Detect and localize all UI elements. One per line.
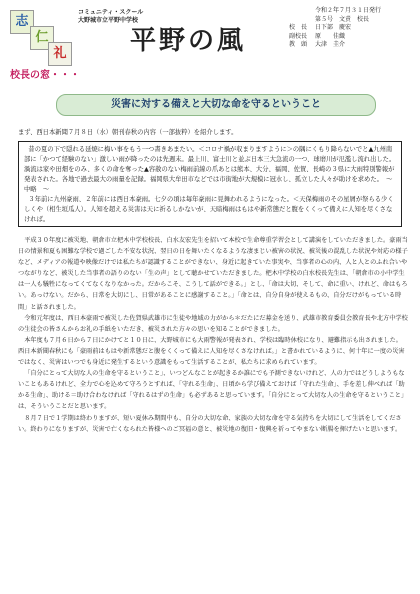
logo-char-1: 志: [10, 10, 34, 34]
logo-char-3: 礼: [48, 42, 72, 66]
publication-info: [289, 7, 417, 50]
pubinfo-row: 校 長 日下部 慶宏: [289, 24, 352, 31]
pubinfo-row: 令和２年７月３１日発行: [315, 7, 382, 14]
pubinfo-row: 第５号 文責 校長: [315, 15, 370, 23]
school-name-line2: 大野城市立平野中学校: [78, 16, 139, 24]
body-paragraph: 「自分にとって大切な人の生命を守るということ」、いつどんなことが起きるか誰にでも予測できないけれど、人の力ではどうしようもないこともあるけれど、全力で心を込めて守ろうとすれば、「守れる生命」、日頃から学び備えておけば「守れた生命」、手を差し伸べれば「助かる生命」、助ける＝助け合わなければ「守れるはずの生命」も必ずあると思っています。「自分にとって大切な人の生命を守るということ」は、そういうことだと思います。: [18, 370, 408, 411]
body-paragraph: 令和元年度は、西日本豪雨で被災した佐賀県武雄市に生徒や地域の力がから＊だたにだ募金を送り、武雄市教育委員会教育長や北方中学校の生徒会の皆さんからお礼の手紙をいただき、被災された方々の思いを知ることができました。: [18, 314, 408, 333]
article-headline: 災害に対する備えと大切な命を守るということ: [56, 94, 376, 116]
article-body: [18, 235, 408, 435]
quote-paragraph: 昔の夏の下で隠れる延焼に梅い事をもう一つ書きあまたい。＜コロナ禍が収まりますように＞の隅にくもり降らないでと▲九州南部に「かつて経験のない」激しい雨が降ったのは先週末。最上川、富士川と並ぶ日本三大急流の一つ、球磨川が氾濫し流れ出した。渦流は家や田畑をのみ、多くの命を奪った▲容赦のない梅雨前線の爪あとは熊本、大分、福岡、佐賀、長崎の３県に大雨特別警報が発表された。各地で過去最大の雨量を記録。福岡県大牟田市などでは市街地が大規模に冠水し、孤立した人々が助けを求めた。 ～ 中略 ～: [24, 146, 399, 193]
body-paragraph: 本年度も７月６日から７日にかけてと１０日に、大野城市にも大雨警報が発表され、学校は臨時休校になり、避難指示も出されました。西日本新聞春秋にも「豪雨前はもはや新常態だと腹をくくって備えに人知を尽くさなければ。」と書かれているように、何十年に一度の災害ではなく、災害はいつでも身近に発生するという意識をもって生活することが、私たちに求められています。: [18, 336, 405, 367]
quote-paragraph: ３年前に九州豪雨、２年前には西日本豪雨。七夕の頃は毎年豪雨に見舞われるようになった。＜天保梅雨のその星屑が祭らる少くしくや（相生垣瓜人）。人知を超える災害は天に祈るしかないが、天暗梅雨はもはや新常態だと腹をくくって備えに人知を尽くさなければ。: [24, 196, 394, 223]
section-label: 校長の窓・・・: [10, 70, 80, 81]
logo-char-2: 仁: [30, 26, 54, 50]
body-paragraph: 平成３０年度に被災地、朝倉市立杷木中学校校長、白水友宏先生を招いて本校で生命尊重学習会として講演をしていただきました。豪雨当日の情景和夏も困難な学校で過ごした不安な状況、翌日の日を舞いたくなるような凄まじい被害の状況、被災後の混乱した状況や対応の様子など、メディアの報道や映像だけでは私たちが認識することができない、身近に起きていた事実や、当事者の心の内、人と人とのふれ合いやつながりなど、被災した当事者の語りのない「生の声」として聴かせていただきました。杷木中学校の白水校長先生は、「朝倉市の小中学生は一人も犠牲になってくてなくなりなかった。だからこそ、こうして話ができる。」とし、「命は大切、そして、命に重い、けれど、命はもろい。あっけない。だから、日常を大切にし、日常があることに感謝すること。」「命とは、自分自身が使えるもの、自分だけがもっている時間」と話されました。: [18, 237, 408, 311]
school-logo: [8, 8, 72, 66]
body-paragraph: ８月７日で１学期は終わりますが、短い夏休み期間中も、自分の大切な命、家族の大切な命を守る気持ちを大切にして生活をしてください。終わりになりますが、災害で亡くなられた皆様へのご冥福の意と、被災地の復旧・復興を祈ってやまない断腸を揮げたいと思います。: [18, 414, 402, 433]
intro-text: まず、西日本新聞７月８日（水）朝刊春秋の内容（一部抜粋）を紹介します。: [18, 129, 238, 136]
quoted-column-box: [18, 141, 402, 227]
newsletter-title: 平野の風: [130, 26, 247, 56]
pubinfo-row: 教 頭 大津 圭介: [289, 41, 346, 48]
school-name-line1: コミュニティ・スクール: [78, 9, 144, 16]
pubinfo-row: 副校長 原 佳織: [289, 32, 346, 40]
